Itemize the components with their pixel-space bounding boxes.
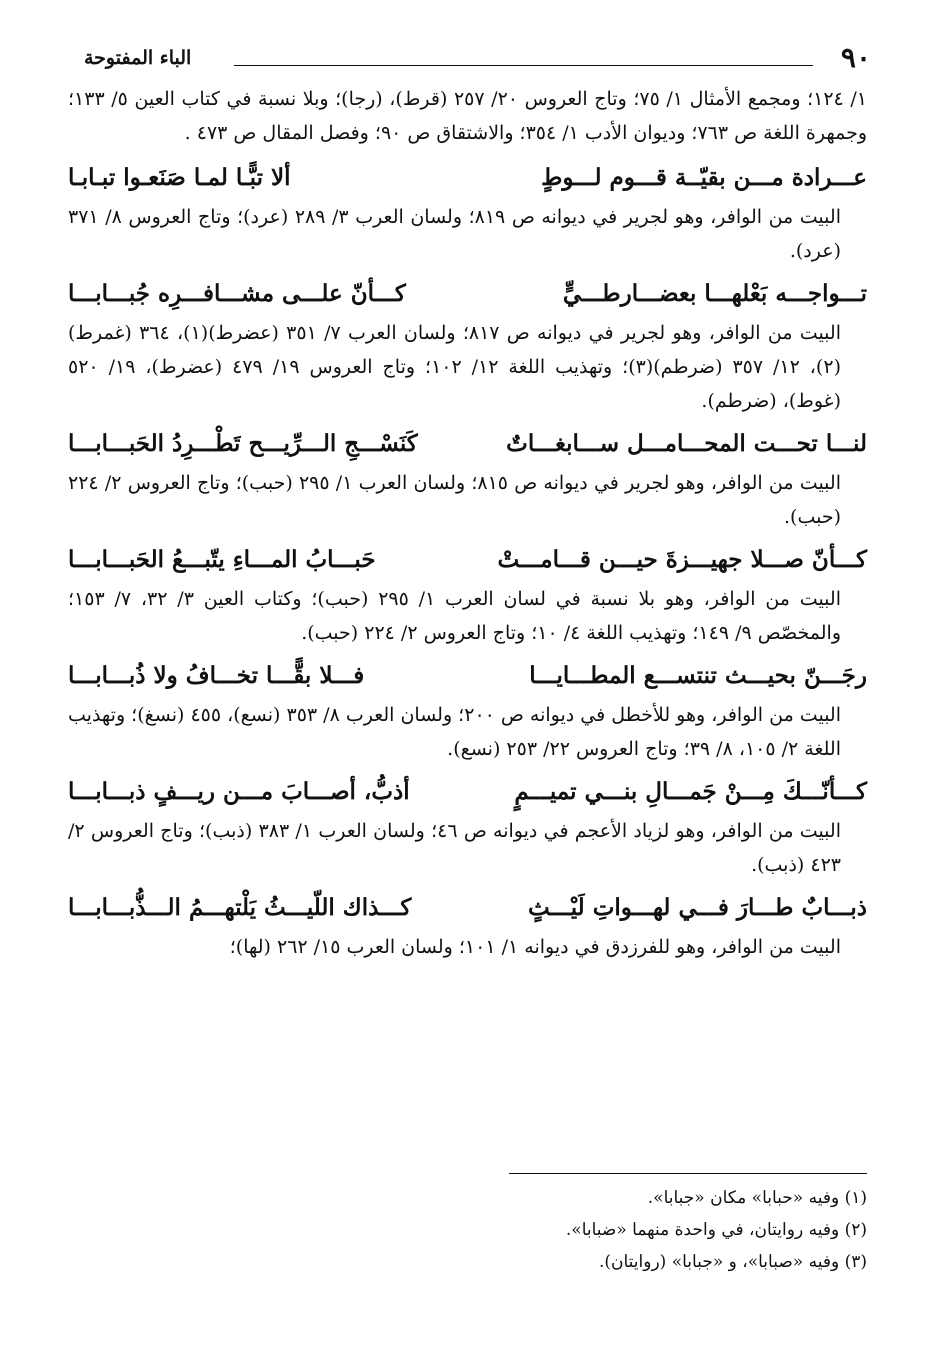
verse-source: البيت من الوافر، وهو للفرزدق في ديوانه ١/ ١٠١؛ ولسان العرب ١٥/ ٢٦٢ (لها)؛ [229, 936, 841, 958]
verse-source: البيت من الوافر، وهو للأخطل في ديوانه ص ٢٠٠؛ ولسان العرب ٨/ ٣٥٣ (نسع)، ٤٥٥ (نسغ)؛ وتهذيب اللغة ٢/ ١٠٥، ٨/ ٣٩؛ وتاج العروس ٢٢/ ٢٥٣ (نسع). [68, 704, 841, 760]
verse-second-hemistich: ألا تبًّـا لمـا صَنَعـوا تبـابـا [68, 164, 291, 191]
footnote-3: (٣) وفيه «صبابا»، و «جبابا» (روايتان). [598, 1252, 867, 1272]
verse-first-hemistich: رجَـــنّ بحيـــث تنتســـع المطـــايـــا [529, 662, 867, 689]
verse-second-hemistich: كـــذاك اللّيـــثُ يَلْتهـــمُ الـــذُّبـــابـــا [68, 894, 412, 921]
verse-line [68, 424, 867, 464]
page-number: ٩٠ [840, 41, 871, 74]
intro-paragraph: ١/ ١٢٤؛ ومجمع الأمثال ١/ ٧٥؛ وتاج العروس ٢٠/ ٢٥٧ (قرط)، (رجا)؛ وبلا نسبة في كتاب العين ٥/ ١٣٣؛ وجمهرة اللغة ص ٧٦٣؛ وديوان الأدب ١/ ٣٥٤؛ والاشتقاق ص ٩٠؛ وفصل المقال ص ٤٧٣ . [68, 88, 867, 144]
verse-line [68, 656, 867, 696]
page-header [84, 40, 871, 76]
verse-first-hemistich: لنـــا تحـــت المحـــامـــل ســـابغـــاتٌ [506, 430, 867, 457]
verse-second-hemistich: أذبُّ، أصـــابَ مـــن ريـــفٍ ذبـــابـــا [68, 778, 410, 805]
verse-first-hemistich: كـــأنّـــكَ مِـــنْ جَمـــالِ بنـــي تميـــمٍ [514, 778, 867, 805]
verse-line [68, 158, 867, 198]
verse-source: البيت من الوافر، وهو لجرير في ديوانه ص ٨١٩؛ ولسان العرب ٣/ ٢٨٩ (عرد)؛ وتاج العروس ٨/ ٣٧١ (عرد). [68, 206, 841, 262]
verse-source: البيت من الوافر، وهو لجرير في ديوانه ص ٨١٥؛ ولسان العرب ١/ ٢٩٥ (حبب)؛ وتاج العروس ٢/ ٢٢٤ (حبب). [68, 472, 841, 528]
footnote-rule [509, 1173, 867, 1174]
verse-source: البيت من الوافر، وهو لجرير في ديوانه ص ٨١٧؛ ولسان العرب ٧/ ٣٥١ (عضرط)(١)، ٣٦٤ (غمرط)(٢)، ١٢/ ٣٥٧ (ضرطم)(٣)؛ وتهذيب اللغة ١٢/ ١٠٢؛ وتاج العروس ١٩/ ٤٧٩ (عضرط)، ١٩/ ٥٢٠ (غوط)، (ضرطم). [68, 322, 841, 412]
running-title: الباء المفتوحة [84, 47, 192, 69]
footnotes [68, 1182, 867, 1278]
verse-first-hemistich: تـــواجـــه بَعْلهـــا بعضـــارطـــيٍّ [562, 280, 867, 307]
footnote-1: (١) وفيه «حبابا» مكان «جبابا». [647, 1188, 867, 1208]
verse-line [68, 540, 867, 580]
verse-line [68, 772, 867, 812]
verse-source: البيت من الوافر، وهو لزياد الأعجم في ديوانه ص ٤٦؛ ولسان العرب ١/ ٣٨٣ (ذبب)؛ وتاج العروس ٢/ ٤٢٣ (ذبب). [68, 820, 841, 876]
verse-second-hemistich: كَنَسْـــجِ الـــرِّيـــح تَطْـــرِدُ الحَبـــابـــا [68, 430, 418, 457]
verse-line [68, 274, 867, 314]
page-body [68, 82, 867, 970]
footnote-2: (٢) وفيه روايتان، في واحدة منهما «ضبابا». [565, 1220, 867, 1240]
verse-second-hemistich: حَبـــابُ المـــاءِ يتّبـــعُ الحَبـــابـــا [68, 546, 376, 573]
header-rule [234, 65, 813, 66]
verse-line [68, 888, 867, 928]
verse-first-hemistich: ذبـــابٌ طـــارَ فـــي لهـــواتِ لَيْـــثٍ [527, 894, 867, 921]
verse-second-hemistich: كـــأنّ علـــى مشـــافـــرِه جُبـــابـــا [68, 280, 406, 307]
verse-second-hemistich: فـــلا بقًّـــا تخـــافُ ولا ذُبـــابـــا [68, 662, 365, 689]
verse-first-hemistich: عـــرادة مـــن بقيّــة قـــوم لـــوطٍ [541, 164, 867, 191]
verse-source: البيت من الوافر، وهو بلا نسبة في لسان العرب ١/ ٢٩٥ (حبب)؛ وكتاب العين ٣/ ٣٢، ٧/ ١٥٣؛ والمخصّص ٩/ ١٤٩؛ وتهذيب اللغة ٤/ ١٠؛ وتاج العروس ٢/ ٢٢٤ (حبب). [68, 588, 841, 644]
verse-first-hemistich: كـــأنّ صـــلا جهيـــزةَ حيـــن قـــامـــتْ [497, 546, 867, 573]
